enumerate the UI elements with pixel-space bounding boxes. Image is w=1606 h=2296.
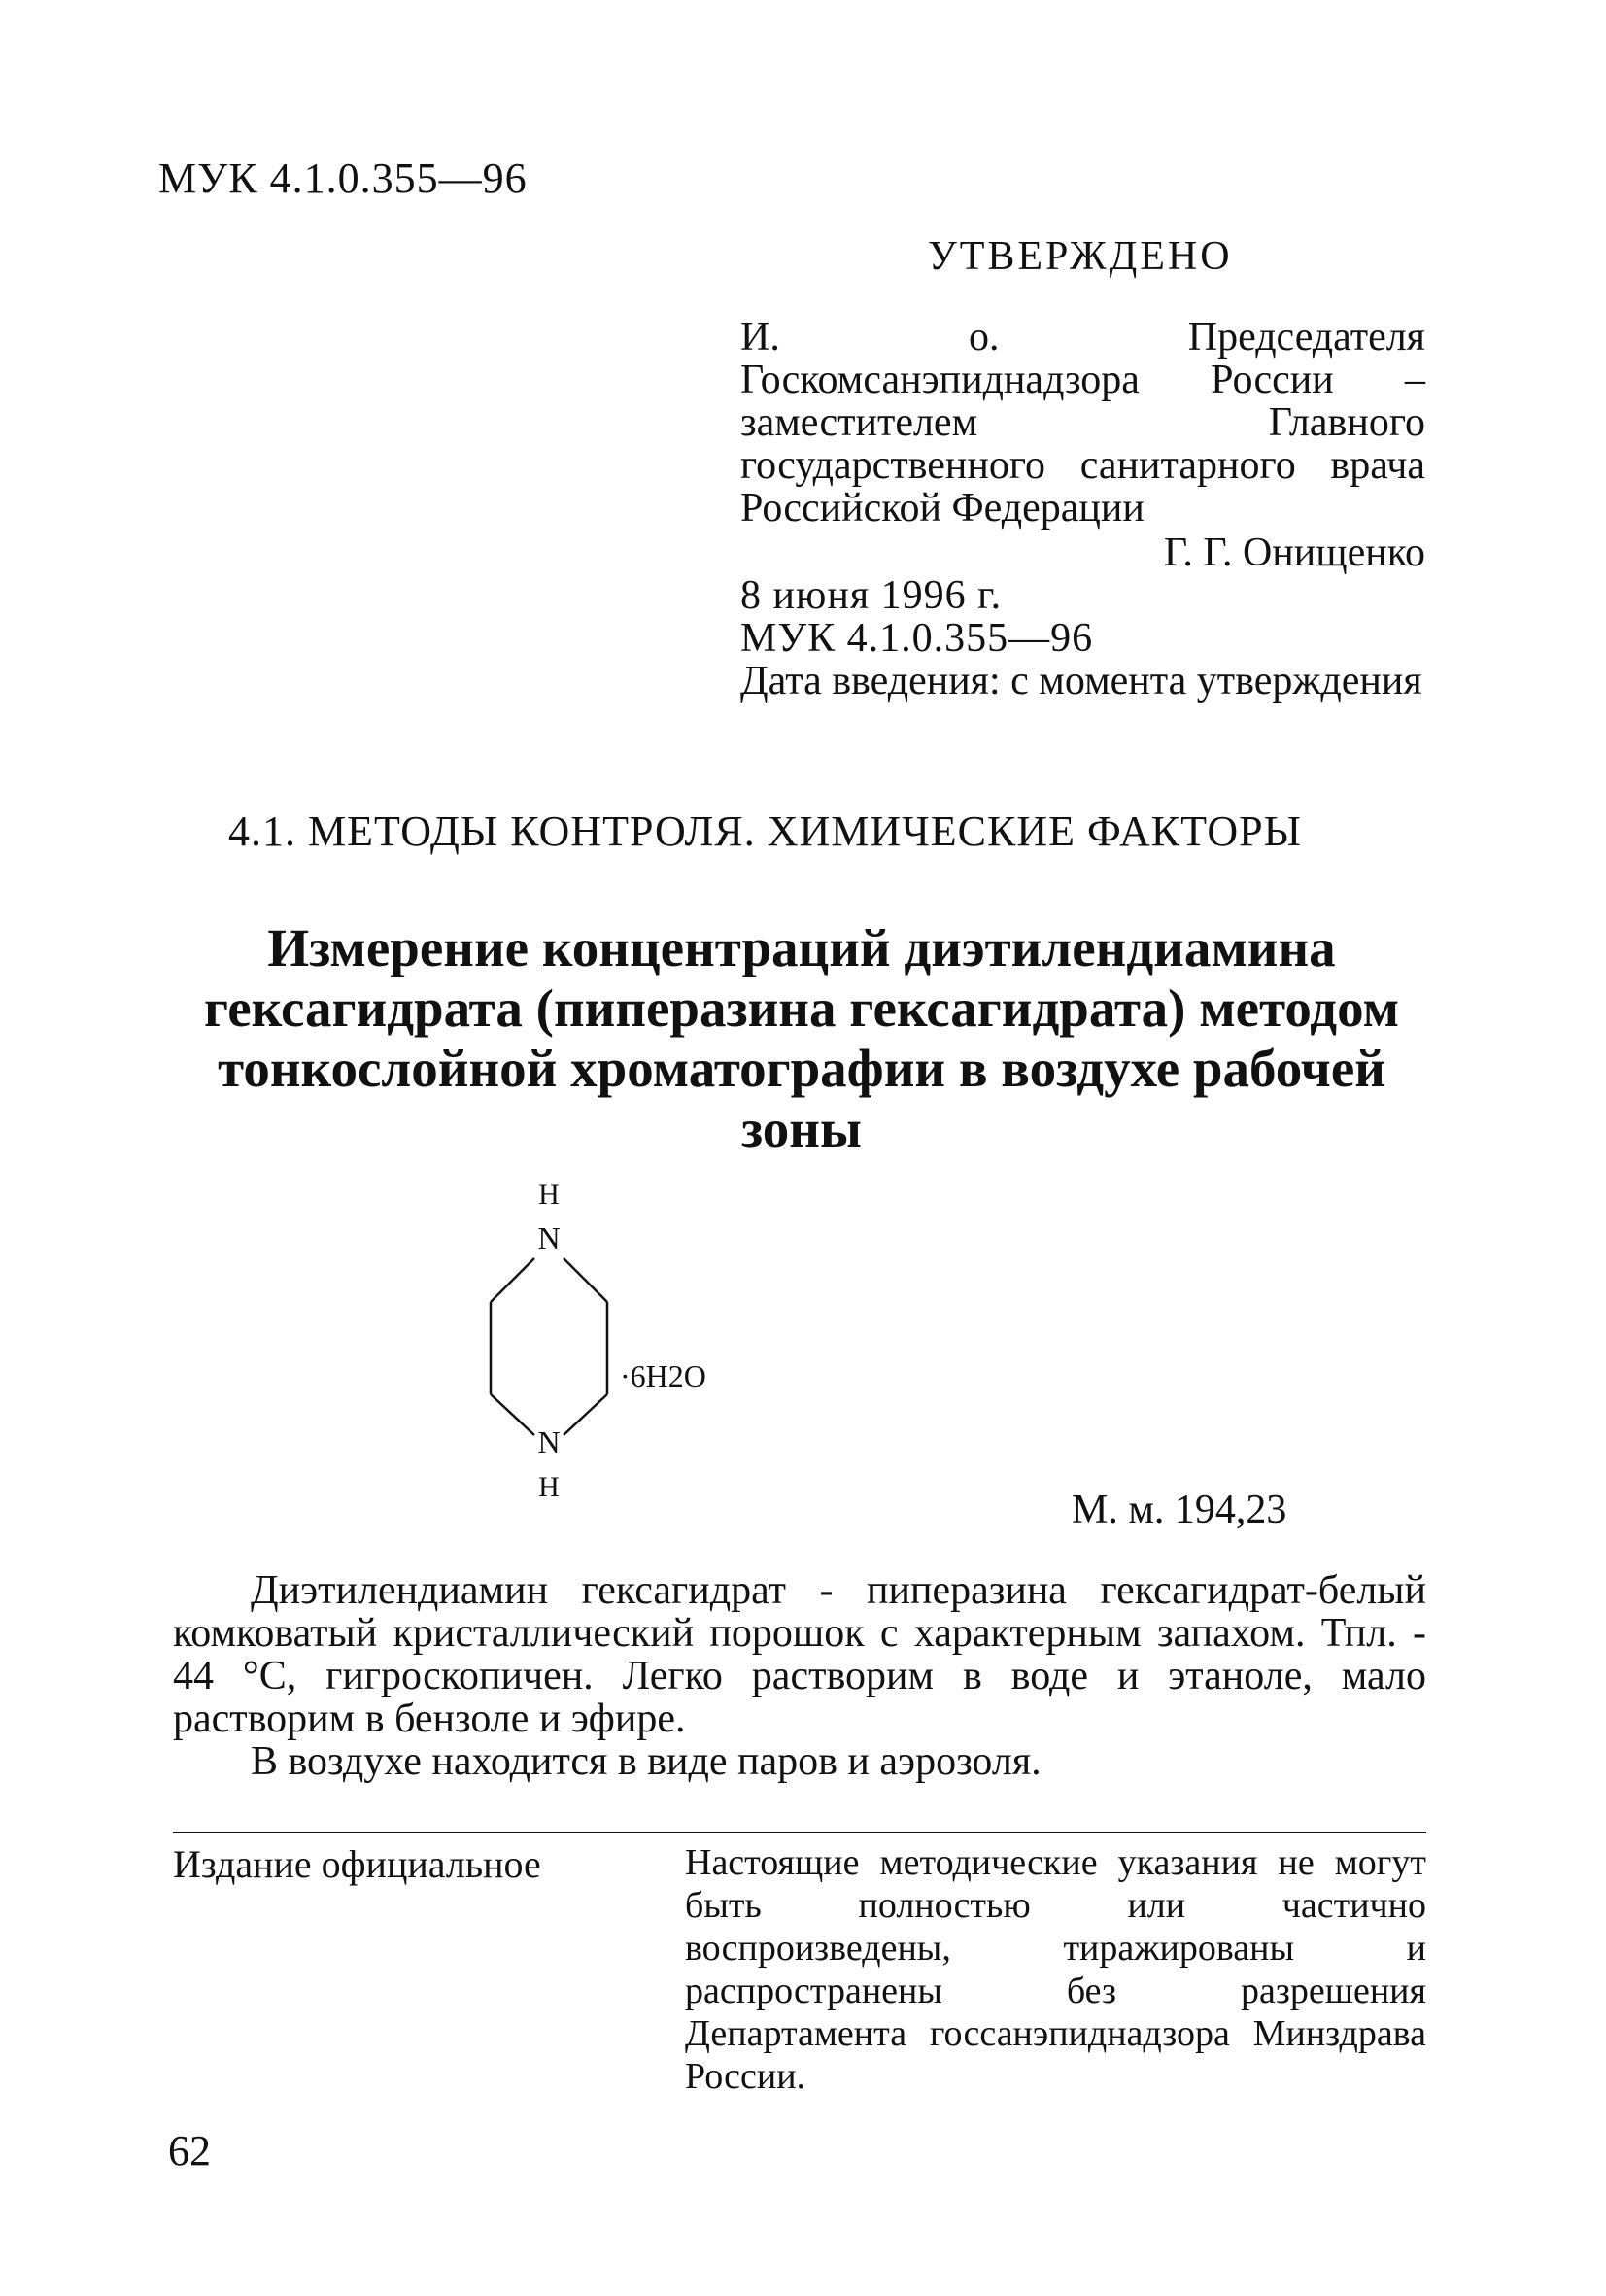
approved-title: УТВЕРЖДЕНО bbox=[928, 234, 1233, 279]
description-paragraph: Диэтилендиамин гексагидрат - пиперазина гексагидрат-белый комковатый кристаллический порошок с характерным запахом. Тпл. - 44 °С, гигроскопичен. Легко растворим в воде и этаноле, мало растворим в бензоле и эфире. bbox=[173, 1568, 1426, 1741]
approval-position: И. о. Председателя Госкомсанэпиднадзора России – заместителем Главного государственного санитарного врача Российской Федерации bbox=[740, 315, 1425, 531]
structural-formula bbox=[466, 1181, 816, 1501]
description-block bbox=[173, 1569, 1426, 1783]
formula-hydrate: ·6H2O bbox=[620, 1358, 706, 1393]
approval-signer: Г. Г. Онищенко bbox=[1163, 531, 1425, 575]
piperazine-ring bbox=[491, 1258, 607, 1435]
formula-top-h: H bbox=[538, 1181, 560, 1211]
description-paragraph: В воздухе находится в виде паров и аэрозоля. bbox=[251, 1739, 1042, 1784]
piperazine-structure-diagram bbox=[466, 1181, 816, 1501]
approval-date: 8 июня 1996 г. bbox=[740, 573, 1003, 618]
approval-block bbox=[740, 316, 1425, 703]
approval-code: МУК 4.1.0.355—96 bbox=[740, 616, 1094, 661]
footer-divider bbox=[173, 1832, 1426, 1833]
copyright-notice: Настоящие методические указания не могут быть полностью или частично воспроизведены, тиражированы и распространены без разрешения Департамента госсанэпиднадзора Минздрава России. bbox=[685, 1842, 1426, 2097]
document-title: Измерение концентраций диэтилендиамина гексагидрата (пиперазина гексагидрата) методом тонкослойной хроматографии в воздухе рабочей зоны bbox=[203, 918, 1400, 1158]
formula-bottom-n: N bbox=[537, 1424, 561, 1459]
approval-introduction-date: Дата введения: с момента утверждения bbox=[740, 659, 1422, 703]
document-code-header: МУК 4.1.0.355—96 bbox=[158, 154, 528, 202]
molecular-mass: М. м. 194,23 bbox=[1072, 1488, 1287, 1532]
edition-label: Издание официальное bbox=[173, 1842, 541, 1886]
section-heading: 4.1. МЕТОДЫ КОНТРОЛЯ. ХИМИЧЕСКИЕ ФАКТОРЫ bbox=[228, 807, 1303, 855]
formula-top-n: N bbox=[537, 1220, 561, 1255]
page-number: 62 bbox=[168, 2127, 211, 2175]
formula-bottom-h: H bbox=[538, 1471, 560, 1501]
